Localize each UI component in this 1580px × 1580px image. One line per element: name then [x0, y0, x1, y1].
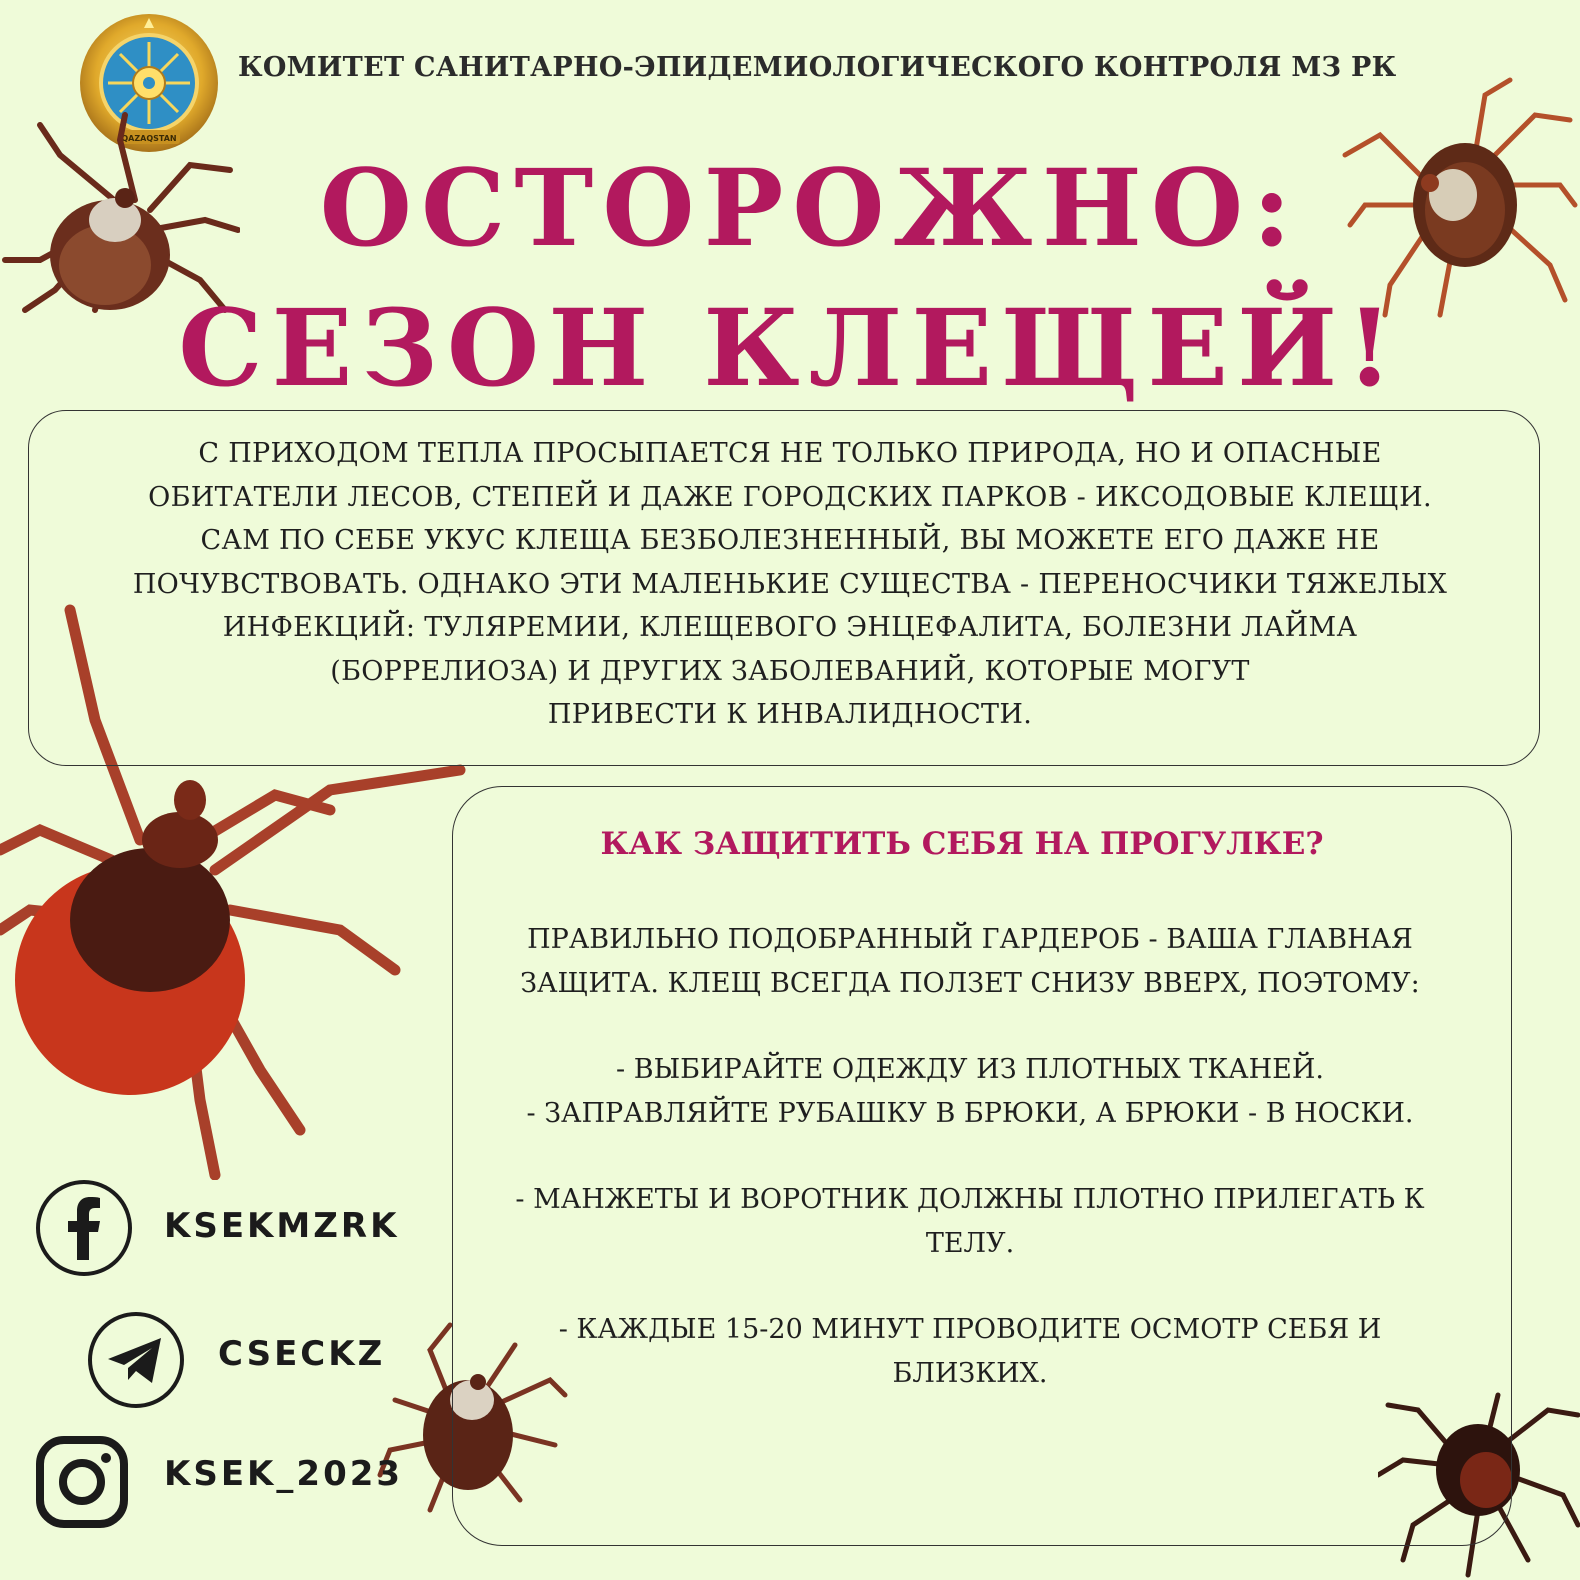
- intro-line: ИНФЕКЦИЙ: ТУЛЯРЕМИИ, КЛЕЩЕВОГО ЭНЦЕФАЛИТА, БОЛЕЗНИ ЛАЙМА: [222, 612, 1358, 643]
- telegram-handle[interactable]: CSECKZ: [218, 1334, 386, 1374]
- instagram-handle[interactable]: KSEK_2023: [164, 1454, 404, 1494]
- headline-line-1: ОСТОРОЖНО:: [319, 145, 1301, 270]
- protection-tip: - КАЖДЫЕ 15-20 МИНУТ ПРОВОДИТЕ ОСМОТР СЕБЯ И БЛИЗКИХ.: [558, 1314, 1382, 1389]
- protection-text: [510, 918, 1430, 1395]
- facebook-handle[interactable]: KSEKMZRK: [164, 1206, 400, 1246]
- intro-line: ПРИВЕСТИ К ИНВАЛИДНОСТИ.: [547, 699, 1033, 730]
- intro-line: (БОРРЕЛИОЗА) И ДРУГИХ ЗАБОЛЕВАНИЙ, КОТОРЫЕ МОГУТ: [330, 655, 1250, 687]
- protection-tip: - ВЫБИРАЙТЕ ОДЕЖДУ ИЗ ПЛОТНЫХ ТКАНЕЙ.: [616, 1054, 1324, 1085]
- headline: [160, 138, 1460, 418]
- telegram-icon[interactable]: [86, 1310, 186, 1410]
- org-title: КОМИТЕТ САНИТАРНО-ЭПИДЕМИОЛОГИЧЕСКОГО КОНТРОЛЯ МЗ РК: [238, 52, 1397, 83]
- intro-line: ОБИТАТЕЛИ ЛЕСОВ, СТЕПЕЙ И ДАЖЕ ГОРОДСКИХ ПАРКОВ - ИКСОДОВЫЕ КЛЕЩИ.: [148, 481, 1432, 513]
- protection-tip: - ЗАПРАВЛЯЙТЕ РУБАШКУ В БРЮКИ, А БРЮКИ - В НОСКИ.: [526, 1097, 1414, 1129]
- protection-title: КАК ЗАЩИТИТЬ СЕБЯ НА ПРОГУЛКЕ?: [600, 826, 1324, 862]
- protection-tip: - МАНЖЕТЫ И ВОРОТНИК ДОЛЖНЫ ПЛОТНО ПРИЛЕГАТЬ К ТЕЛУ.: [515, 1184, 1425, 1259]
- instagram-icon[interactable]: [32, 1432, 132, 1532]
- intro-line: САМ ПО СЕБЕ УКУС КЛЕЩА БЕЗБОЛЕЗНЕННЫЙ, ВЫ МОЖЕТЕ ЕГО ДАЖЕ НЕ: [200, 525, 1380, 556]
- svg-text:QAZAQSTAN: QAZAQSTAN: [121, 134, 177, 143]
- intro-line: ПОЧУВСТВОВАТЬ. ОДНАКО ЭТИ МАЛЕНЬКИЕ СУЩЕСТВА - ПЕРЕНОСЧИКИ ТЯЖЕЛЫХ: [132, 568, 1448, 600]
- intro-text: [60, 432, 1520, 737]
- intro-line: С ПРИХОДОМ ТЕПЛА ПРОСЫПАЕТСЯ НЕ ТОЛЬКО ПРИРОДА, НО И ОПАСНЫЕ: [198, 438, 1382, 469]
- facebook-icon[interactable]: [34, 1178, 134, 1278]
- headline-line-2: СЕЗОН КЛЕЩЕЙ!: [178, 285, 1402, 410]
- protection-lead: ПРАВИЛЬНО ПОДОБРАННЫЙ ГАРДЕРОБ - ВАША ГЛАВНАЯ ЗАЩИТА. КЛЕЩ ВСЕГДА ПОЛЗЕТ СНИЗУ ВВЕРХ, ПОЭТОМУ:: [520, 924, 1420, 999]
